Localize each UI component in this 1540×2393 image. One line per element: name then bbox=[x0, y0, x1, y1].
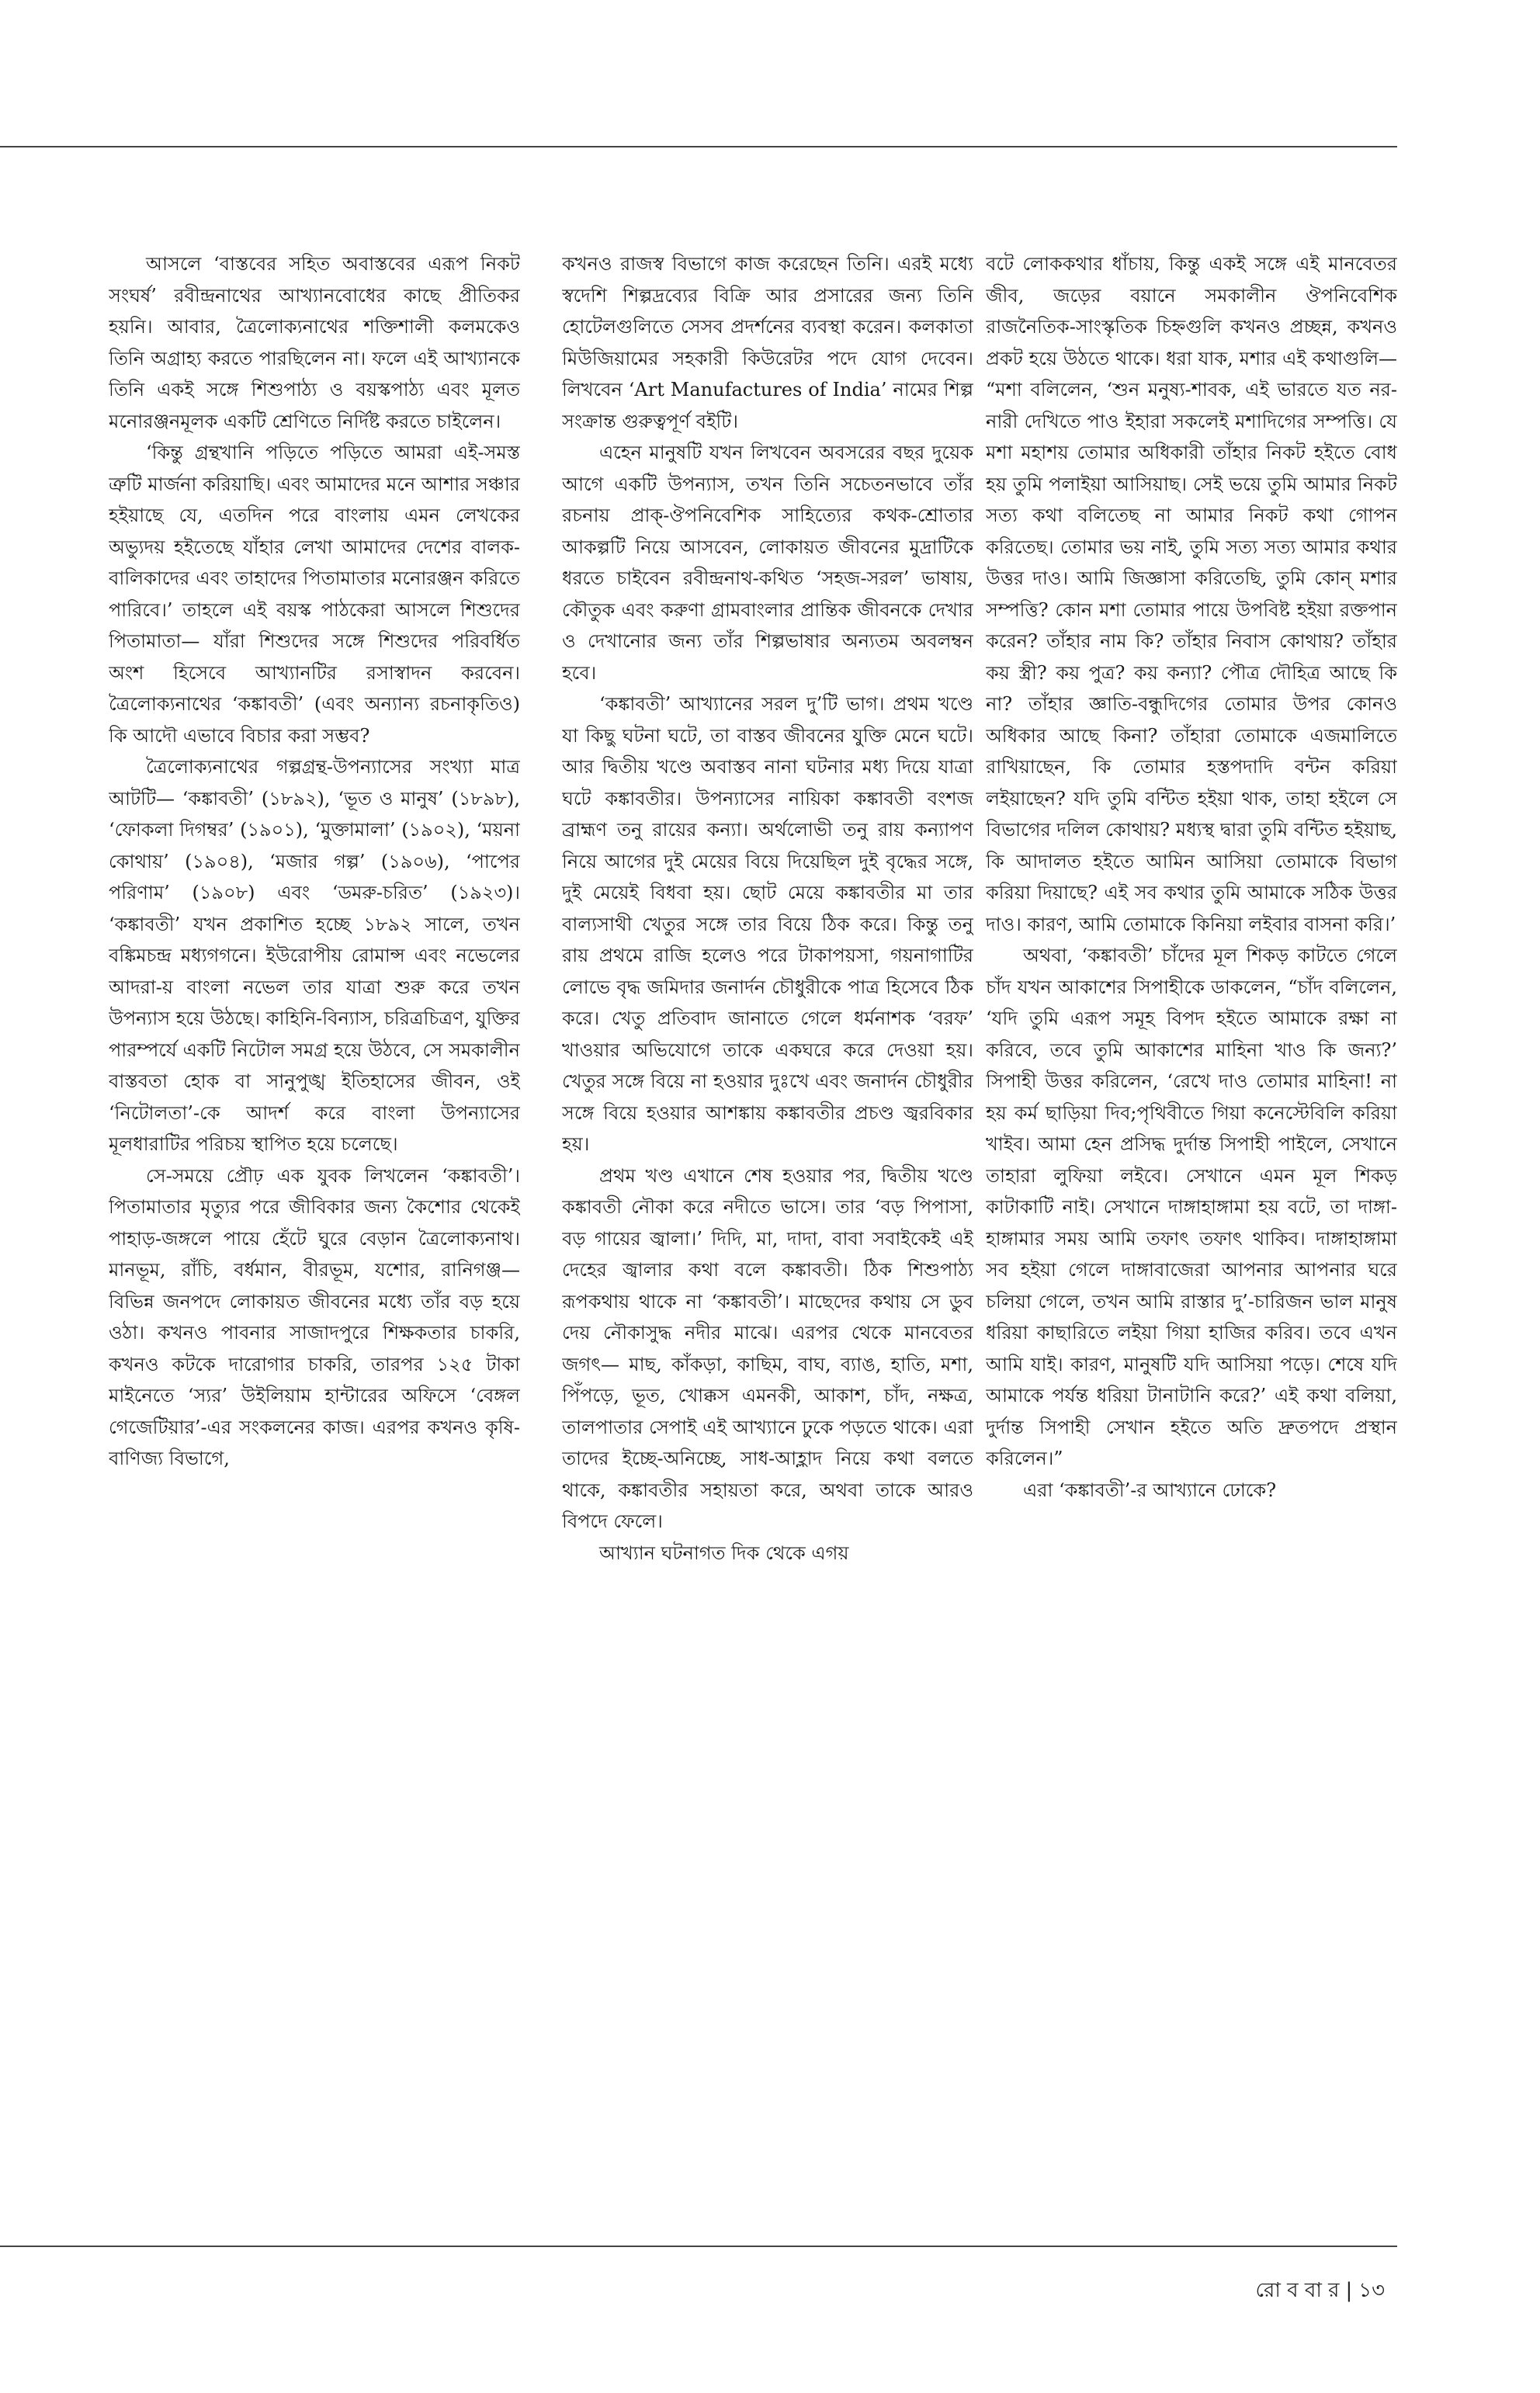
page-footer bbox=[1255, 2274, 1385, 2308]
magazine-name: রো ব বা র bbox=[1255, 2279, 1340, 2302]
text-column-1 bbox=[109, 248, 520, 2220]
bottom-rule bbox=[0, 2246, 1397, 2247]
footer-separator: | bbox=[1345, 2279, 1353, 2302]
paragraph: আসলে ‘বাস্তবের সহিত অবাস্তবের এরূপ নিকট সংঘর্ষ’ রবীন্দ্রনাথের আখ্যানবোধের কাছে প্রীতিকর হয়নি। আবার, ত্রৈলোক্যনাথের শক্তিশালী কলমকেও তিনি অগ্রাহ্য করতে পারছিলেন না। ফলে এই আখ্যানকে তিনি একই সঙ্গে শিশুপাঠ্য ও বয়স্কপাঠ্য এবং মূলত মনোরঞ্জনমূলক একটি শ্রেণিতে নির্দিষ্ট করতে চাইলেন। bbox=[109, 253, 520, 432]
paragraph: প্রথম খণ্ড এখানে শেষ হওয়ার পর, দ্বিতীয় খণ্ডে কঙ্কাবতী নৌকা করে নদীতে ভাসে। তার ‘বড় পিপাসা, বড় গায়ের জ্বালা।’ দিদি, মা, দাদা, বাবা সবাইকেই এই দেহের জ্বালার কথা বলে কঙ্কাবতী। ঠিক শিশুপাঠ্য রূপকথায় থাকে না ‘কঙ্কাবতী’। মাছেদের কথায় সে ডুব দেয় নৌকাসুদ্ধ নদীর মাঝে। এরপর থেকে মানবেতর জগৎ— মাছ, কাঁকড়া, কাছিম, বাঘ, ব্যাঙ, হাতি, মশা, পিঁপড়ে, ভূত, খোক্কস এমনকী, আকাশ, চাঁদ, নক্ষত্র, তালপাতার সেপাই এই আখ্যানে ঢুকে পড়তে থাকে। এরা তাদের ইচ্ছে-অনিচ্ছে, সাধ-আহ্লাদ নিয়ে কথা বলতে থাকে, কঙ্কাবতীর সহায়তা করে, অথবা তাকে আরও বিপদে ফেলে। bbox=[562, 1164, 973, 1532]
paragraph: ‘কিন্তু গ্রন্থখানি পড়িতে পড়িতে আমরা এই-সমস্ত ত্রুটি মার্জনা করিয়াছি। এবং আমাদের মনে আশার সঞ্চার হইয়াছে যে, এতদিন পরে বাংলায় এমন লেখকের অভ্যুদয় হইতেছে যাঁহার লেখা আমাদের দেশের বালক-বালিকাদের এবং তাহাদের পিতামাতার মনোরঞ্জন করিতে পারিবে।’ তাহলে এই বয়স্ক পাঠকেরা আসলে শিশুদের পিতামাতা— যাঁরা শিশুদের সঙ্গে শিশুদের পরিবর্ধিত অংশ হিসেবে আখ্যানটির রসাস্বাদন করবেন। ত্রৈলোক্যনাথের ‘কঙ্কাবতী’ (এবং অন্যান্য রচনাকৃতিও) কি আদৌ এভাবে বিচার করা সম্ভব? bbox=[109, 442, 520, 747]
paragraph: ‘কঙ্কাবতী’ আখ্যানের সরল দু’টি ভাগ। প্রথম খণ্ডে যা কিছু ঘটনা ঘটে, তা বাস্তব জীবনের যুক্তি মেনে ঘটে। আর দ্বিতীয় খণ্ডে অবাস্তব নানা ঘটনার মধ্য দিয়ে যাত্রা ঘটে কঙ্কাবতীর। উপন্যাসের নায়িকা কঙ্কাবতী বংশজ ব্রাহ্মণ তনু রায়ের কন্যা। অর্থলোভী তনু রায় কন্যাপণ নিয়ে আগের দুই মেয়ের বিয়ে দিয়েছিল দুই বৃদ্ধের সঙ্গে, দুই মেয়েই বিধবা হয়। ছোট মেয়ে কঙ্কাবতীর মা তার বাল্যসাথী খেতুর সঙ্গে তার বিয়ে ঠিক করে। কিন্তু তনু রায় প্রথমে রাজি হলেও পরে টাকাপয়সা, গয়নাগাটির লোভে বৃদ্ধ জমিদার জনার্দন চৌধুরীকে পাত্র হিসেবে ঠিক করে। খেতু প্রতিবাদ জানাতে গেলে ধর্মনাশক ‘বরফ’ খাওয়ার অভিযোগে তাকে একঘরে করে দেওয়া হয়। খেতুর সঙ্গে বিয়ে না হওয়ার দুঃখে এবং জনার্দন চৌধুরীর সঙ্গে বিয়ে হওয়ার আশঙ্কায় কঙ্কাবতীর প্রচণ্ড জ্বরবিকার হয়। bbox=[562, 693, 973, 1155]
top-rule bbox=[0, 146, 1397, 147]
paragraph: অথবা, ‘কঙ্কাবতী’ চাঁদের মূল শিকড় কাটতে গেলে চাঁদ যখন আকাশের সিপাহীকে ডাকলেন, “চাঁদ বলিলেন, ‘যদি তুমি এরূপ সমূহ বিপদ হইতে আমাকে রক্ষা না করিবে, তবে তুমি আকাশের মাহিনা খাও কি জন্য?’ সিপাহী উত্তর করিলেন, ‘রেখে দাও তোমার মাহিনা! না হয় কর্ম ছাড়িয়া দিব;পৃথিবীতে গিয়া কনেস্টেবিলি করিয়া খাইব। আমা হেন প্রসিদ্ধ দুর্দান্ত সিপাহী পাইলে, সেখানে তাহারা লুফিয়া লইবে। সেখানে এমন মূল শিকড় কাটাকাটি নাই। সেখানে দাঙ্গাহাঙ্গামা হয় বটে, তা দাঙ্গা-হাঙ্গামার সময় আমি তফাৎ তফাৎ থাকিব। দাঙ্গাহাঙ্গামা সব হইয়া গেলে দাঙ্গাবাজেরা আপনার আপনার ঘরে চলিয়া গেলে, তখন আমি রাস্তার দু’-চারিজন ভাল মানুষ ধরিয়া কাছারিতে লইয়া গিয়া হাজির করিব। তবে এখন আমি যাই। কারণ, মানুষটি যদি আসিয়া পড়ে। শেষে যদি আমাকে পর্যন্ত ধরিয়া টানাটানি করে?’ এই কথা বলিয়া, দুর্দান্ত সিপাহী সেখান হইতে অতি দ্রুতপদে প্রস্থান করিলেন।” bbox=[986, 945, 1397, 1469]
paragraph: আখ্যান ঘটনাগত দিক থেকে এগয় bbox=[599, 1542, 849, 1564]
paragraph: কখনও রাজস্ব বিভাগে কাজ করেছেন তিনি। এরই মধ্যে স্বদেশি শিল্পদ্রব্যের বিক্রি আর প্রসারের জন্য তিনি হোটেলগুলিতে সেসব প্রদর্শনের ব্যবস্থা করেন। কলকাতা মিউজিয়ামের সহকারী কিউরেটর পদে যোগ দেবেন। লিখবেন ‘Art Manufactures of India’ নামের শিল্প সংক্রান্ত গুরুত্বপূর্ণ বইটি। bbox=[562, 253, 973, 432]
text-column-3 bbox=[986, 248, 1397, 2220]
paragraph: সে-সময়ে প্রৌঢ় এক যুবক লিখলেন ‘কঙ্কাবতী’। পিতামাতার মৃত্যুর পরে জীবিকার জন্য কৈশোর থেকেই পাহাড়-জঙ্গলে পায়ে হেঁটে ঘুরে বেড়ান ত্রৈলোক্যনাথ। মানভূম, রাঁচি, বর্ধমান, বীরভূম, যশোর, রানিগঞ্জ— বিভিন্ন জনপদে লোকায়ত জীবনের মধ্যে তাঁর বড় হয়ে ওঠা। কখনও পাবনার সাজাদপুরে শিক্ষকতার চাকরি, কখনও কটকে দারোগার চাকরি, তারপর ১২৫ টাকা মাইনেতে ‘স্যর’ উইলিয়াম হান্টারের অফিসে ‘বেঙ্গল গেজেটিয়ার’-এর সংকলনের কাজ। এরপর কখনও কৃষি-বাণিজ্য বিভাগে, bbox=[109, 1164, 520, 1469]
text-column-2 bbox=[562, 248, 973, 2220]
paragraph: বটে লোককথার ধাঁচায়, কিন্তু একই সঙ্গে এই মানবেতর জীব, জড়ের বয়ানে সমকালীন ঔপনিবেশিক রাজনৈতিক-সাংস্কৃতিক চিহ্নগুলি কখনও প্রচ্ছন্ন, কখনও প্রকট হয়ে উঠতে থাকে। ধরা যাক, মশার এই কথাগুলি— “মশা বলিলেন, ‘শুন মনুষ্য-শাবক, এই ভারতে যত নর-নারী দেখিতে পাও ইহারা সকলেই মশাদিগের সম্পত্তি। যে মশা মহাশয় তোমার অধিকারী তাঁহার নিকট হইতে বোধ হয় তুমি পলাইয়া আসিয়াছ। সেই ভয়ে তুমি আমার নিকট সত্য কথা বলিতেছ না আমার নিকট কথা গোপন করিতেছ। তোমার ভয় নাই, তুমি সত্য সত্য আমার কথার উত্তর দাও। আমি জিজ্ঞাসা করিতেছি, তুমি কোন্ মশার সম্পত্তি? কোন মশা তোমার পায়ে উপবিষ্ট হইয়া রক্তপান করেন? তাঁহার নাম কি? তাঁহার নিবাস কোথায়? তাঁহার কয় স্ত্রী? কয় পুত্র? কয় কন্যা? পৌত্র দৌহিত্র আছে কি না? তাঁহার জ্ঞাতি-বন্ধুদিগের তোমার উপর কোনও অধিকার আছে কিনা? তাঁহারা তোমাকে এজমালিতে রাখিয়াছেন, কি তোমার হস্তপদাদি বন্টন করিয়া লইয়াছেন? যদি তুমি বন্টিত হইয়া থাক, তাহা হইলে সে বিভাগের দলিল কোথায়? মধ্যস্থ দ্বারা তুমি বন্টিত হইয়াছ, কি আদালত হইতে আমিন আসিয়া তোমাকে বিভাগ করিয়া দিয়াছে? এই সব কথার তুমি আমাকে সঠিক উত্তর দাও। কারণ, আমি তোমাকে কিনিয়া লইবার বাসনা করি।’ bbox=[986, 253, 1397, 935]
page-number: ১৩ bbox=[1358, 2279, 1385, 2302]
paragraph: এহেন মানুষটি যখন লিখবেন অবসরের বছর দুয়েক আগে একটি উপন্যাস, তখন তিনি সচেতনভাবে তাঁর রচনায় প্রাক্-ঔপনিবেশিক সাহিত্যের কথক-শ্রোতার আকল্পটি নিয়ে আসবেন, লোকায়ত জীবনের মুদ্রাটিকে ধরতে চাইবেন রবীন্দ্রনাথ-কথিত ‘সহজ-সরল’ ভাষায়, কৌতুক এবং করুণা গ্রামবাংলার প্রান্তিক জীবনকে দেখার ও দেখানোর জন্য তাঁর শিল্পভাষার অন্যতম অবলম্বন হবে। bbox=[562, 442, 973, 684]
paragraph: এরা ‘কঙ্কাবতী’-র আখ্যানে ঢোকে? bbox=[1023, 1479, 1277, 1501]
paragraph: ত্রৈলোক্যনাথের গল্পগ্রন্থ-উপন্যাসের সংখ্যা মাত্র আটটি— ‘কঙ্কাবতী’ (১৮৯২), ‘ভূত ও মানুষ’ (১৮৯৮), ‘ফোকলা দিগম্বর’ (১৯০১), ‘মুক্তামালা’ (১৯০২), ‘ময়না কোথায়’ (১৯০৪), ‘মজার গল্প’ (১৯০৬), ‘পাপের পরিণাম’ (১৯০৮) এবং ‘ডমরু-চরিত’ (১৯২৩)। ‘কঙ্কাবতী’ যখন প্রকাশিত হচ্ছে ১৮৯২ সালে, তখন বঙ্কিমচন্দ্র মধ্যগগনে। ইউরোপীয় রোমান্স এবং নভেলের আদরা-য় বাংলা নভেল তার যাত্রা শুরু করে তখন উপন্যাস হয়ে উঠছে। কাহিনি-বিন্যাস, চরিত্রচিত্রণ, যুক্তির পারম্পর্যে একটি নিটোল সমগ্র হয়ে উঠবে, সে সমকালীন বাস্তবতা হোক বা সানুপুঙ্খ ইতিহাসের জীবন, ওই ‘নিটোলতা’-কে আদর্শ করে বাংলা উপন্যাসের মূলধারাটির পরিচয় স্থাপিত হয়ে চলেছে। bbox=[109, 756, 520, 1155]
